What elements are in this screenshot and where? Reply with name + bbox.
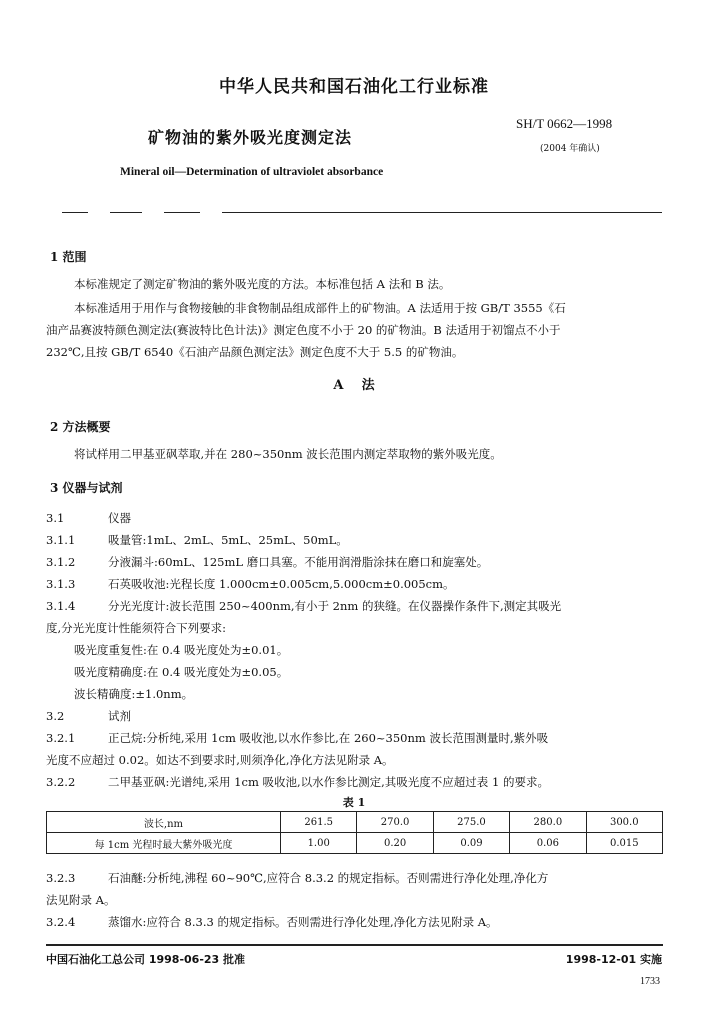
clause-text: 石英吸收池:光程长度 1.000cm±0.005cm,5.000cm±0.005cm。	[108, 577, 455, 591]
header-rule-segment	[164, 212, 200, 213]
confirmation-note: (2004 年确认)	[540, 144, 600, 154]
clause-3-1-4-line-2: 度,分光光度计性能须符合下列要求:	[46, 621, 227, 635]
table-row-label: 每 1cm 光程时最大紫外吸光度	[47, 833, 281, 854]
section-2-para: 将试样用二甲基亚砜萃取,并在 280~350nm 波长范围内测定萃取物的紫外吸光度。	[74, 447, 502, 461]
section-1-para-1: 本标准规定了测定矿物油的紫外吸光度的方法。本标准包括 A 法和 B 法。	[74, 277, 451, 291]
table-1	[46, 811, 663, 854]
clause-3-1-2	[46, 554, 488, 570]
document-title-en: Mineral oil—Determination of ultraviolet absorbance	[120, 166, 384, 178]
header-rule	[222, 212, 662, 213]
requirement-repeatability: 吸光度重复性:在 0.4 吸光度处为±0.01。	[74, 643, 289, 657]
table-cell: 0.09	[433, 833, 509, 854]
clause-number: 3.1	[46, 511, 65, 525]
table-1-title: 表 1	[342, 796, 366, 809]
clause-text: 吸量管:1mL、2mL、5mL、25mL、50mL。	[108, 533, 348, 547]
table-cell: 280.0	[510, 812, 586, 833]
table-cell: 0.20	[357, 833, 433, 854]
clause-3-2-1-line-2: 光度不应超过 0.02。如达不到要求时,则须净化,净化方法见附录 A。	[46, 753, 394, 767]
clause-3-2-3-line-2: 法见附录 A。	[46, 893, 116, 907]
clause-number: 3.1.4	[46, 599, 76, 613]
document-title-cn: 矿物油的紫外吸光度测定法	[148, 128, 353, 147]
clause-title: 试剂	[108, 709, 131, 723]
clause-text: 二甲基亚砜:光谱纯,采用 1cm 吸收池,以水作参比测定,其吸光度不应超过表 1 的要求。	[108, 775, 549, 789]
clause-text: 蒸馏水:应符合 8.3.3 的规定指标。否则需进行净化处理,净化方法见附录 A。	[108, 915, 498, 929]
table-row-label: 波长,nm	[47, 812, 281, 833]
table-cell: 0.015	[586, 833, 662, 854]
table-cell: 0.06	[510, 833, 586, 854]
clause-number: 3.2	[46, 709, 65, 723]
implementation-date: 1998-12-01 实施	[565, 953, 662, 966]
requirement-accuracy: 吸光度精确度:在 0.4 吸光度处为±0.05。	[74, 665, 289, 679]
table-cell: 275.0	[433, 812, 509, 833]
clause-number: 3.2.4	[46, 915, 76, 929]
header-rule-segment	[110, 212, 142, 213]
clause-number: 3.1.2	[46, 555, 76, 569]
clause-text: 石油醚:分析纯,沸程 60~90℃,应符合 8.3.2 的规定指标。否则需进行净化处理,净化方	[108, 871, 549, 885]
section-1-para-2-line-3: 232℃,且按 GB/T 6540《石油产品颜色测定法》测定色度不大于 5.5 的矿物油。	[46, 345, 464, 359]
clause-3-1-4	[46, 598, 561, 614]
clause-number: 3.1.3	[46, 577, 76, 591]
issuing-body-heading: 中华人民共和国石油化工行业标准	[219, 77, 489, 97]
clause-number: 3.1.1	[46, 533, 76, 547]
clause-title: 仪器	[108, 511, 131, 525]
table-cell: 1.00	[281, 833, 357, 854]
section-2-heading: 2 方法概要	[50, 420, 111, 434]
table-cell: 261.5	[281, 812, 357, 833]
clause-number: 3.2.3	[46, 871, 76, 885]
header-rule-segment	[62, 212, 88, 213]
clause-3-2-1	[46, 730, 548, 746]
clause-3-2-4	[46, 914, 498, 930]
clause-text: 正己烷:分析纯,采用 1cm 吸收池,以水作参比,在 260~350nm 波长范围测量时,紫外吸	[108, 731, 549, 745]
clause-number: 3.2.2	[46, 775, 76, 789]
clause-3-2	[46, 708, 131, 724]
page-number: 1733	[640, 976, 660, 987]
clause-3-1	[46, 510, 131, 526]
section-1-para-2-line-2: 油产品赛波特颜色测定法(赛波特比色计法)》测定色度不小于 20 的矿物油。B 法适用于初馏点不小于	[46, 323, 561, 337]
clause-3-1-1	[46, 532, 348, 548]
table-cell: 270.0	[357, 812, 433, 833]
table-cell: 300.0	[586, 812, 662, 833]
clause-3-2-3	[46, 870, 548, 886]
clause-text: 分液漏斗:60mL、125mL 磨口具塞。不能用润滑脂涂抹在磨口和旋塞处。	[108, 555, 489, 569]
footer-rule	[46, 944, 663, 946]
section-1-para-2-line-1: 本标准适用于用作与食物接触的非食物制品组成部件上的矿物油。A 法适用于按 GB/T 3555《石	[74, 301, 566, 315]
table-row	[47, 833, 663, 854]
section-3-heading: 3 仪器与试剂	[50, 481, 123, 495]
approval-note: 中国石油化工总公司 1998-06-23 批准	[46, 953, 246, 966]
section-1-heading: 1 范围	[50, 250, 87, 264]
requirement-wavelength: 波长精确度:±1.0nm。	[74, 687, 194, 701]
standard-code: SH/T 0662—1998	[516, 116, 613, 131]
table-row	[47, 812, 663, 833]
method-a-title: A 法	[333, 378, 375, 393]
clause-text: 分光光度计:波长范围 250~400nm,有小于 2nm 的狭缝。在仪器操作条件下,测定其吸光	[108, 599, 562, 613]
clause-number: 3.2.1	[46, 731, 76, 745]
clause-3-1-3	[46, 576, 455, 592]
clause-3-2-2	[46, 774, 549, 790]
